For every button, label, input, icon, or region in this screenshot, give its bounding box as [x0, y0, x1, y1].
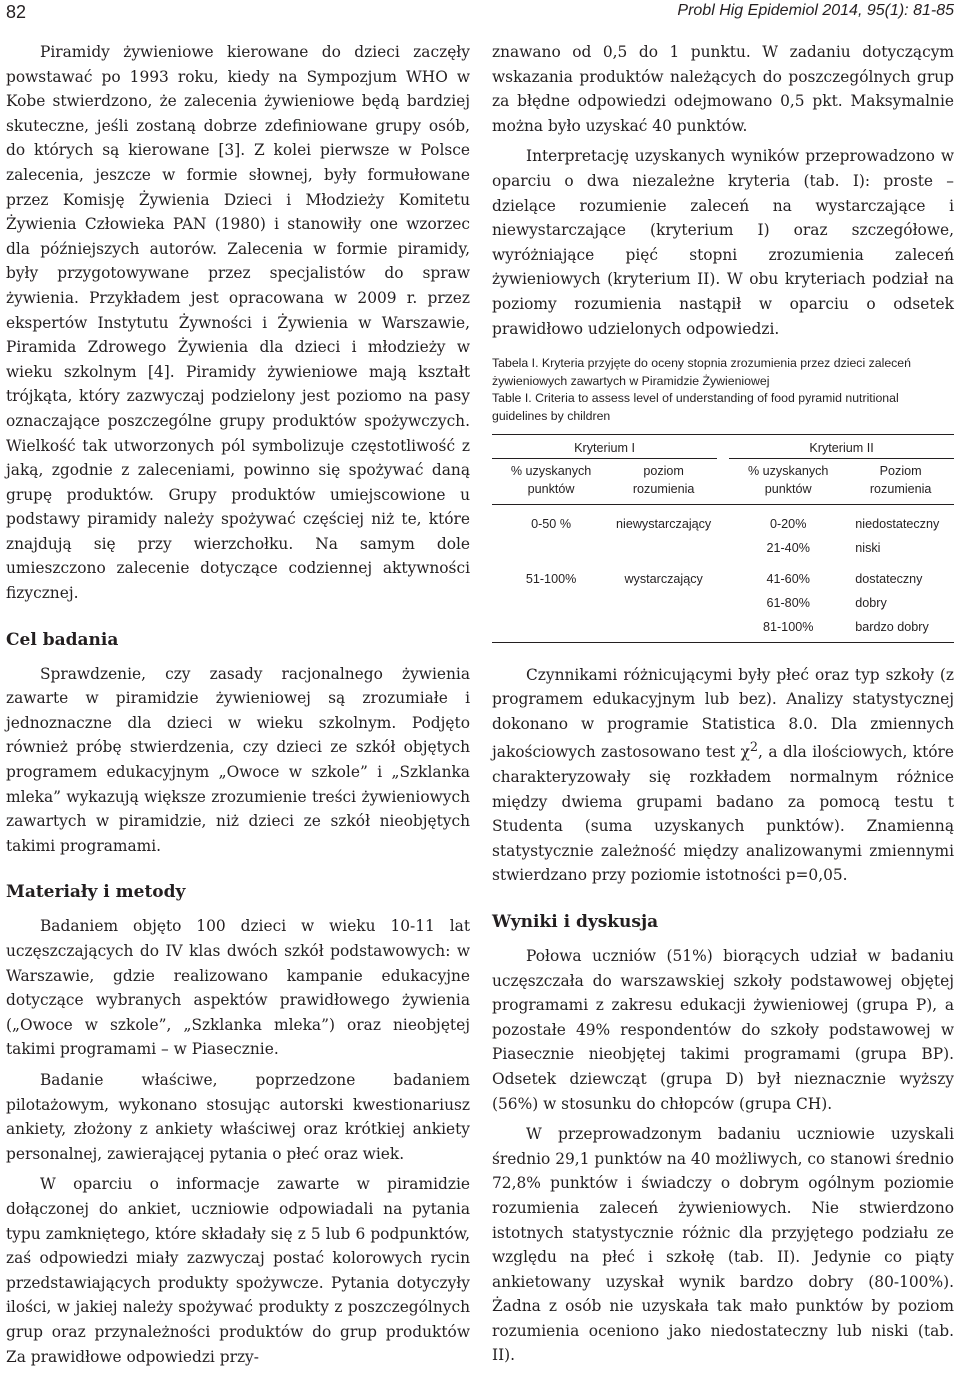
page-number: 82	[6, 2, 27, 22]
methods-heading: Materiały i metody	[6, 882, 186, 903]
table-cell: 21-40%	[766, 540, 810, 555]
table-cell	[492, 536, 610, 560]
table-column-header: % uzyskanych punktów	[729, 458, 847, 504]
table-cell: niedostateczny	[855, 516, 940, 531]
statistics-text-1: Czynnikami różnicującymi były płeć oraz typ szkoły (z programem edukacyjnym lub bez). Analizy statystycznej dokonano w programie Statistica 8.0. Dla zmiennych jakościowych zastosowano test	[492, 665, 954, 762]
results-paragraph-1: Połowa uczniów (51%) biorących udział w badaniu uczęszczała do warszawskiej szkoły podstawowej objętej programami z zakresu edukacji żywieniowej (grupa P), a pozostałe 49% respondentów do szkoły podstawowej w Piasecznie nieobjętej takimi programami (grupa BP). Odsetek dziewcząt (grupa D) był nieznacznie wyższy (56%) w stosunku do chłopców (grupa CH).	[492, 946, 954, 1113]
table-cell	[610, 536, 717, 560]
results-paragraph-2: W przeprowadzonym badaniu uczniowie uzyskali średnio 29,1 punktów na 40 możliwych, co stanowi średnio 72,8% punktów i świadczy o dobrym ogólnym poziomie rozumienia zaleceń żywieniowych. Nie stwierdzono istotnych statystycznie różnic dla przyjętego podziału ze względu na płeć i szkołę (tab. II). Jedynie co piąty ankietowany uzyskał wynik bardzo dobry (80-100%). Żadna z osób nie uzyskała tak mało punktów by poziom rozumienia oceniono jako niedostateczny lub niski (tab. II).	[492, 1125, 954, 1365]
table-cell: bardzo dobry	[847, 615, 954, 643]
running-header: Probl Hig Epidemiol 2014, 95(1): 81-85	[677, 2, 954, 19]
interpretation-paragraph: Interpretację uzyskanych wyników przeprowadzono w oparciu o dwa niezależne kryteria (tab. I): proste – dzielące rozumienie zaleceń na wystarczające i niewystarczające (kryterium I) oraz szczegółowe, wyróżniające pięć stopni zrozumienia zaleceń żywieniowych (kryterium II). W obu kryteriach podział na poziomy rozumienia nastąpił w oparciu o odsetek prawidłowo udzielonych odpowiedzi.	[492, 147, 954, 338]
statistics-paragraph	[492, 663, 954, 888]
table-column-header: Poziom rozumienia	[847, 458, 954, 504]
table-cell: 51-100%	[525, 571, 577, 586]
table-cell: wystarczający	[624, 571, 703, 586]
methods-paragraph-2: Badanie właściwe, poprzedzone badaniem pilotażowym, wykonano stosując autorski kwestionariusz ankiety, złożony z ankiety właściwej oraz krótkiej ankiety personalnej, zawierającej pytania o płeć oraz wiek.	[6, 1070, 470, 1163]
table-cell: niski	[855, 540, 881, 555]
table-cell	[492, 591, 610, 615]
table-cell: 41-60%	[766, 571, 810, 586]
table-cell: 0-50 %	[531, 516, 572, 531]
table-row	[492, 591, 954, 615]
right-column	[492, 40, 954, 1374]
aim-heading: Cel badania	[6, 629, 119, 650]
table-cell	[610, 615, 717, 643]
chi-symbol: χ	[740, 743, 750, 762]
methods-paragraph-3: W oparciu o informacje zawarte w piramidzie dołączonej do ankiet, uczniowie odpowiadali na pytania typu zamkniętego, które składały się z 5 lub 6 podpunktów, zaś odpowiedzi miały zazwyczaj postać kolorowych rycin przedstawiających produkty spożywcze. Pytania dotyczyły ilości, w jakiej należy spożywać produkty z poszczególnych grup oraz przynależności produktów do grup produktów Za prawidłowe odpowiedzi przy-	[6, 1175, 470, 1366]
table-row	[492, 536, 954, 560]
table-cell: 61-80%	[766, 595, 810, 610]
intro-paragraph: Piramidy żywieniowe kierowane do dzieci zaczęły powstawać po 1993 roku, kiedy na Sympozjum WHO w Kobe stwierdzono, że zalecenia żywieniowe będą bardziej skuteczne, jeśli zostaną dobrze zdefiniowane grupy osób, do których są kierowane [3]. Z kolei pierwsze w Polsce zalecenia, jeszcze w formie słownej, były formułowane przez Komisję Żywienia Dzieci i Młodzieży Komitetu Żywienia Człowieka PAN (1980) i stanowiły one wzorzec dla późniejszych autorów. Zalecenia w formie piramidy, były przygotowywane przez specjalistów do spraw żywienia. Przykładem jest opracowana w 2009 r. przez ekspertów Instytutu Żywności i Żywienia w Warszawie, Piramida Zdrowego Żywienia dla dzieci i młodzieży w wieku szkolnym [4]. Piramidy żywieniowe mają kształt trójkąta, który zazwyczaj podzielony jest poziomo na pasy oznaczające poszczególne grupy produktów spożywczych. Wielkość tak utworzonych pól symbolizuje częstotliwość z jaką, zgodnie z zaleceniami, powinno się spożywać daną grupę produktów. Grupy produktów umiejscowione u podstawy piramidy należy spożywać częściej niż te, które znajdują się przy wierzchołku. Na samym dole umieszczono zalecenie dotyczące codziennej aktywności fizycznej.	[6, 43, 470, 603]
methods-paragraph-1: Badaniem objęto 100 dzieci w wieku 10-11 lat uczęszczających do IV klas dwóch szkół podstawowych: w Warszawie, gdzie realizowano kampanie edukacyjne dotyczące wybranych aspektów prawidłowego żywienia („Owoce w szkole”, „Szklanka mleka”) oraz nieobjętej takimi programami – w Piasecznie.	[6, 917, 470, 1059]
methods-continuation: znawano od 0,5 do 1 punktu. W zadaniu dotyczącym wskazania produktów należących do poszczególnych grup za błędne odpowiedzi odejmowano 0,5 pkt. Maksymalnie można było uzyskać 40 punktów.	[492, 43, 954, 135]
table-1-block	[492, 355, 954, 642]
aim-paragraph: Sprawdzenie, czy zasady racjonalnego żywienia zawarte w piramidzie żywieniowej są zrozumiałe i jednoznaczne dla dzieci w wieku szkolnym. Podjęto również próbę stwierdzenia, czy dzieci ze szkół objętych programem edukacyjnym „Owoce w szkole” i „Szklanka mleka” wykazują większe zrozumienie treści żywieniowych zawartych w piramidzie, niż dzieci ze szkół nieobjętych takimi programami.	[6, 664, 470, 855]
table-column-header: % uzyskanych punktów	[492, 458, 610, 504]
table-row	[492, 504, 954, 536]
table-cell: dobry	[855, 595, 887, 610]
table-cell: 0-20%	[769, 516, 807, 531]
table-row	[492, 615, 954, 643]
table-row	[492, 560, 954, 591]
table-group-header: Kryterium I	[492, 434, 717, 458]
table-cell: dostateczny	[855, 571, 923, 586]
table-caption-pl: Tabela I. Kryteria przyjęte do oceny stopnia zrozumienia przez dzieci zaleceń żywieniowych zawartych w Piramidzie Żywieniowej	[492, 356, 911, 388]
results-heading: Wyniki i dyskusja	[492, 911, 659, 932]
table-cell	[492, 615, 610, 643]
statistics-text-2: , a dla ilościowych, które charakteryzowały się rozkładem normalnym różnice między dwiema grupami badano za pomocą testu t Studenta (suma uzyskanych punktów). Znamienną statystycznie zależność między analizowanymi zmiennymi stwierdzano przy poziomie istotności p=0,05.	[492, 743, 954, 885]
table-cell: niewystarczający	[616, 516, 712, 531]
table-cell: 81-100%	[729, 615, 847, 643]
table-caption-en: Table I. Criteria to assess level of understanding of food pyramid nutritional guidelines by children	[492, 391, 899, 423]
table-group-header: Kryterium II	[729, 434, 954, 458]
table-cell	[610, 591, 717, 615]
criteria-table	[492, 434, 954, 643]
chi-superscript: 2	[749, 740, 759, 756]
table-column-header: poziom rozumienia	[610, 458, 717, 504]
left-column	[6, 40, 470, 1375]
